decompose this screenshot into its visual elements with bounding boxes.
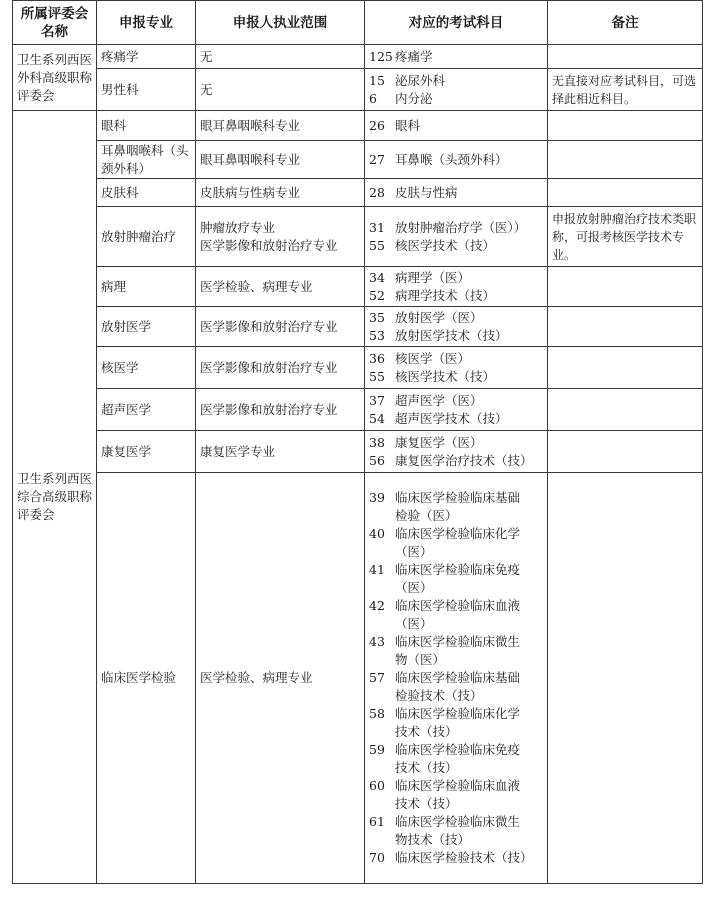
scope-cell: 康复医学专业 — [196, 431, 365, 473]
exam-name: 临床医学检验技术（技） — [395, 850, 533, 865]
table-row — [13, 431, 703, 473]
exam-code: 31 — [369, 219, 385, 235]
exam-name: 泌尿外科 — [395, 72, 446, 88]
exam-name: 临床医学检验临床化学 — [395, 706, 521, 721]
exam-item — [369, 350, 543, 368]
header-committee: 所属评委会名称 — [13, 1, 97, 45]
table-row — [13, 179, 703, 207]
exam-code: 36 — [369, 350, 385, 366]
exam-code: 70 — [369, 850, 385, 865]
table-row — [13, 141, 703, 179]
exam-item — [369, 410, 543, 428]
exam-name: 疼痛学 — [395, 48, 433, 64]
exam-item — [369, 237, 543, 255]
exam-name: 放射医学技术（技） — [395, 327, 508, 343]
remark-cell — [548, 431, 703, 473]
exam-code: 27 — [369, 151, 385, 167]
exam-item — [369, 392, 543, 410]
exam-code: 59 — [369, 742, 385, 757]
exam-name: 临床医学检验临床血液 — [395, 778, 521, 793]
exam-item — [369, 813, 543, 831]
exam-code: 38 — [369, 434, 385, 450]
exam-name: 临床医学检验临床免疫 — [395, 742, 521, 757]
remark-cell — [548, 45, 703, 69]
specialty-cell: 临床医学检验 — [97, 473, 196, 884]
exam-cell — [365, 431, 548, 473]
scope-cell: 眼耳鼻咽喉科专业 — [196, 141, 365, 179]
specialty-cell: 放射肿瘤治疗 — [97, 207, 196, 267]
exam-item — [369, 452, 543, 470]
exam-item — [369, 151, 543, 169]
exam-name: 病理学（医） — [395, 269, 471, 285]
specialty-cell: 男性科 — [97, 69, 196, 111]
table-row — [13, 207, 703, 267]
exam-name: 临床医学检验临床免疫 — [395, 562, 521, 577]
exam-name: 临床医学检验临床微生 — [395, 634, 521, 649]
exam-name: 临床医学检验临床血液 — [395, 598, 521, 613]
header-remark: 备注 — [548, 1, 703, 45]
exam-name: 超声医学技术（技） — [395, 410, 508, 426]
specialty-cell: 康复医学 — [97, 431, 196, 473]
remark-cell — [548, 389, 703, 431]
exam-name-continued: 检验（医） — [395, 508, 458, 523]
exam-code: 6 — [369, 90, 377, 106]
exam-name: 临床医学检验临床基础 — [395, 670, 521, 685]
exam-cell — [365, 111, 548, 141]
committee-name: 卫生系列西医综合高级职称评委会 — [13, 111, 97, 884]
exam-code: 37 — [369, 392, 385, 408]
exam-code: 54 — [369, 410, 385, 426]
exam-cell — [365, 179, 548, 207]
exam-code: 40 — [369, 526, 385, 541]
exam-name-continued: 检验技术（技） — [395, 688, 483, 703]
exam-mapping-table — [12, 0, 703, 884]
exam-item — [369, 72, 543, 90]
exam-item — [369, 705, 543, 723]
exam-name: 临床医学检验临床化学 — [395, 526, 521, 541]
exam-cell — [365, 267, 548, 307]
exam-item — [369, 741, 543, 759]
exam-name: 临床医学检验临床基础 — [395, 490, 521, 505]
exam-item — [369, 327, 543, 345]
exam-name-continued: 物技术（技） — [395, 832, 471, 847]
table-row — [13, 307, 703, 347]
specialty-cell: 眼科 — [97, 111, 196, 141]
exam-code: 35 — [369, 309, 385, 325]
committee-name: 卫生系列西医外科高级职称评委会 — [13, 45, 97, 111]
scope-cell: 眼耳鼻咽喉科专业 — [196, 111, 365, 141]
exam-code: 41 — [369, 562, 385, 577]
exam-item — [369, 269, 543, 287]
table-row — [13, 473, 703, 884]
exam-name: 内分泌 — [395, 90, 433, 106]
exam-code: 28 — [369, 184, 385, 200]
exam-name: 康复医学（医） — [395, 434, 483, 450]
exam-code: 42 — [369, 598, 385, 613]
exam-code: 125 — [369, 48, 393, 64]
table-body — [13, 45, 703, 884]
exam-name: 核医学（医） — [395, 350, 471, 366]
exam-cell — [365, 473, 548, 884]
remark-cell — [548, 473, 703, 884]
exam-item — [369, 117, 543, 135]
exam-name: 核医学技术（技） — [395, 368, 496, 384]
exam-name-continued: （医） — [395, 580, 433, 595]
exam-item — [369, 90, 543, 108]
exam-name-continued: 技术（技） — [395, 796, 458, 811]
exam-cell — [365, 347, 548, 389]
exam-name-continued: （医） — [395, 616, 433, 631]
exam-item — [369, 309, 543, 327]
exam-code: 56 — [369, 452, 385, 468]
exam-code: 58 — [369, 706, 385, 721]
remark-cell — [548, 111, 703, 141]
exam-item — [369, 48, 543, 66]
exam-item — [369, 434, 543, 452]
exam-code: 55 — [369, 237, 385, 253]
exam-code: 53 — [369, 327, 385, 343]
scope-cell: 医学影像和放射治疗专业 — [196, 389, 365, 431]
specialty-cell: 超声医学 — [97, 389, 196, 431]
specialty-cell: 皮肤科 — [97, 179, 196, 207]
table-row — [13, 267, 703, 307]
exam-name: 皮肤与性病 — [395, 184, 458, 200]
table-row — [13, 69, 703, 111]
remark-cell: 申报放射肿瘤治疗技术类职称，可报考核医学技术专业。 — [548, 207, 703, 267]
exam-name: 康复医学治疗技术（技） — [395, 452, 533, 468]
exam-item — [369, 669, 543, 687]
exam-item — [369, 597, 543, 615]
scope-cell: 皮肤病与性病专业 — [196, 179, 365, 207]
exam-item — [369, 184, 543, 202]
table-row — [13, 45, 703, 69]
remark-cell — [548, 347, 703, 389]
exam-item — [369, 849, 543, 867]
exam-item — [369, 287, 543, 305]
exam-cell — [365, 207, 548, 267]
scope-cell: 无 — [196, 69, 365, 111]
exam-item — [369, 777, 543, 795]
exam-name: 病理学技术（技） — [395, 287, 496, 303]
exam-cell — [365, 141, 548, 179]
remark-cell — [548, 141, 703, 179]
exam-name: 耳鼻喉（头颈外科） — [395, 151, 508, 167]
exam-code: 60 — [369, 778, 385, 793]
exam-name: 临床医学检验临床微生 — [395, 814, 521, 829]
table-row — [13, 389, 703, 431]
exam-name-continued: 物（医） — [395, 652, 446, 667]
exam-name: 超声医学（医） — [395, 392, 483, 408]
exam-name: 眼科 — [395, 117, 421, 133]
specialty-cell: 放射医学 — [97, 307, 196, 347]
exam-item — [369, 525, 543, 543]
exam-cell — [365, 389, 548, 431]
table-row — [13, 111, 703, 141]
remark-cell — [548, 267, 703, 307]
scope-cell: 无 — [196, 45, 365, 69]
header-exam: 对应的考试科目 — [365, 1, 548, 45]
remark-cell — [548, 307, 703, 347]
specialty-cell: 疼痛学 — [97, 45, 196, 69]
exam-code: 26 — [369, 117, 385, 133]
exam-code: 39 — [369, 490, 385, 505]
header-scope: 申报人执业范围 — [196, 1, 365, 45]
exam-item — [369, 489, 543, 507]
exam-name-continued: 技术（技） — [395, 724, 458, 739]
exam-item — [369, 219, 543, 237]
exam-code: 34 — [369, 269, 385, 285]
scope-cell: 医学检验、病理专业 — [196, 473, 365, 884]
specialty-cell: 病理 — [97, 267, 196, 307]
exam-cell — [365, 307, 548, 347]
exam-item — [369, 633, 543, 651]
exam-code: 55 — [369, 368, 385, 384]
header-row — [13, 1, 703, 45]
exam-code: 15 — [369, 72, 385, 88]
specialty-cell: 耳鼻咽喉科（头颈外科） — [97, 141, 196, 179]
specialty-cell: 核医学 — [97, 347, 196, 389]
scope-cell: 医学影像和放射治疗专业 — [196, 307, 365, 347]
scope-cell: 医学检验、病理专业 — [196, 267, 365, 307]
exam-cell — [365, 45, 548, 69]
header-specialty: 申报专业 — [97, 1, 196, 45]
exam-name-continued: （医） — [395, 544, 433, 559]
exam-item — [369, 368, 543, 386]
exam-name: 放射医学（医） — [395, 309, 483, 325]
scope-cell: 医学影像和放射治疗专业 — [196, 347, 365, 389]
exam-name-continued: 技术（技） — [395, 760, 458, 775]
exam-cell — [365, 69, 548, 111]
remark-cell: 无直接对应考试科目，可选择此相近科目。 — [548, 69, 703, 111]
exam-code: 57 — [369, 670, 385, 685]
scope-cell: 肿瘤放疗专业 医学影像和放射治疗专业 — [196, 207, 365, 267]
remark-cell — [548, 179, 703, 207]
exam-code: 61 — [369, 814, 385, 829]
exam-code: 43 — [369, 634, 385, 649]
exam-code: 52 — [369, 287, 385, 303]
exam-name: 核医学技术（技） — [395, 237, 496, 253]
exam-name: 放射肿瘤治疗学（医）） — [395, 219, 527, 235]
exam-item — [369, 561, 543, 579]
table-row — [13, 347, 703, 389]
